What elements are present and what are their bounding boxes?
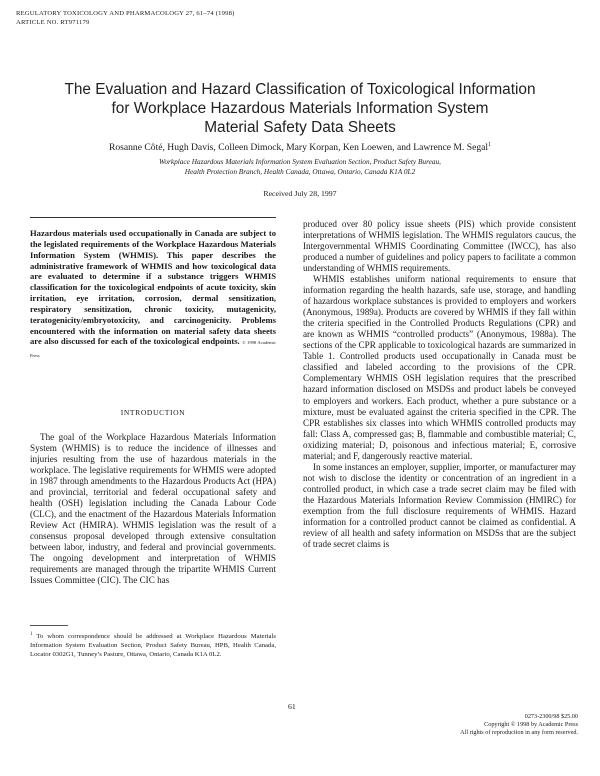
right-paragraph-3: In some instances an employer, supplier, importer, or manufacturer may not wish to disclose the identity or concentration of an ingredient in a controlled product, in which case a trade secret claim may be filed with the Hazardous Materials Information Review Commission (HMIRC) for exemption from the full disclosure requirements of WHMIS. Hazard information for a controlled product cannot be claimed as confidential. A review of all health and safety information on MSDSs that are the subject of trade secret claims is bbox=[303, 461, 576, 549]
introduction-heading: INTRODUCTION bbox=[120, 408, 186, 417]
author-list bbox=[20, 142, 580, 153]
right-paragraph-1: produced over 80 policy issue sheets (PIS) which provide consistent interpretations of WHMIS legislation. The WHMIS regulators caucus, the Intergovernmental WHMIS Coordinating Committee (IWCC), has also produced a number of guidelines and policy papers to facilitate a common understanding of WHMIS requirements. bbox=[303, 219, 576, 274]
received-date: Received July 28, 1997 bbox=[263, 189, 337, 198]
page-number: 61 bbox=[288, 702, 296, 711]
title-line-2: for Workplace Hazardous Materials Information System bbox=[111, 100, 489, 117]
article-number: ARTICLE NO. RT971179 bbox=[16, 19, 90, 26]
title-line-1: The Evaluation and Hazard Classification of Toxicological Information bbox=[64, 81, 536, 98]
abstract-copyright: © 1998 Academic Press bbox=[30, 340, 276, 359]
correspondence-footnote bbox=[30, 630, 276, 660]
affiliation-line-1: Workplace Hazardous Materials Information System Evaluation Section, Product Safety Bureau, bbox=[158, 157, 442, 166]
journal-header: REGULATORY TOXICOLOGY AND PHARMACOLOGY 27, 61–74 (1998) bbox=[16, 10, 235, 17]
copyright-line: Copyright © 1998 by Academic Press bbox=[484, 721, 578, 728]
author-footnote-mark: 1 bbox=[488, 142, 492, 148]
footnote-mark: 1 bbox=[30, 632, 33, 637]
footnote-rule bbox=[30, 625, 68, 626]
title-line-3: Material Safety Data Sheets bbox=[204, 119, 396, 136]
abstract-top-rule bbox=[30, 217, 276, 218]
right-column bbox=[303, 219, 576, 550]
abstract-text: Hazardous materials used occupationally in Canada are subject to the legislated requirements of the Workplace Hazardous Materials Information System (WHMIS). This paper describes the administrative framework of WHMIS and how toxicological data are evaluated to determine if a substance triggers WHMIS classification for the toxicological endpoints of acute toxicity, skin irritation, eye irritation, corrosion, dermal sensitization, respiratory sensitization, chronic toxicity, mutagenicity, teratogenicity/embryotoxicity, and carcinogenicity. Problems encountered with the information on material safety data sheets are also discussed for each of the toxicological endpoints. bbox=[30, 228, 276, 347]
issn-price: 0273-2300/98 $25.00 bbox=[524, 713, 578, 720]
rights-line: All rights of reproduction in any form reserved. bbox=[460, 729, 578, 736]
affiliation-line-2: Health Protection Branch, Health Canada, Ottawa, Ontario, Canada K1A 0L2 bbox=[184, 167, 416, 176]
abstract bbox=[30, 228, 276, 362]
copyright-block bbox=[460, 713, 578, 737]
right-paragraph-2: WHMIS establishes uniform national requirements to ensure that information regarding the health hazards, safe use, storage, and handling of hazardous workplace substances is provided to employers and workers (Anonymous, 1989a). Products are covered by WHMIS if they fall within the criteria specified in the Controlled Products Regulations (CPR) and are known as WHMIS “controlled products” (Anonymous, 1988a). The sections of the CPR applicable to toxicological hazards are summarized in Table 1. Controlled products used occupationally in Canada must be classified and labeled according to the provisions of the CPR. Complementary WHMIS OSH legislation requires that the prescribed hazard information disclosed on MSDSs and product labels be conveyed to employers and workers. Each product, whether a pure substance or a mixture, must be evaluated against the criteria specified in the CPR. The CPR establishes six classes into which WHMIS controlled products may fall: Class A, compressed gas; B, flammable and combustible material; C, oxidizing material; D, poisonous and infectious material; E, corrosive material; and F, dangerously reactive material. bbox=[303, 274, 576, 461]
introduction-paragraph: The goal of the Workplace Hazardous Materials Information System (WHMIS) is to reduce the incidence of illnesses and injuries resulting from the use of hazardous materials in the workplace. The legislative requirements for WHMIS were adopted in 1987 through amendments to the Hazardous Products Act (HPA) and provincial, territorial and federal occupational safety and health (OSH) legislation including the Canada Labour Code (CLC), and the enactment of the Hazardous Materials Information Review Act (HMIRA). WHMIS legislation was the result of a consensus proposal developed through extensive consultation between labor, industry, and federal and provincial governments. The ongoing development and interpretation of WHMIS requirements are managed through the tripartite WHMIS Current Issues Committee (CIC). The CIC has bbox=[30, 432, 276, 586]
footnote-text: To whom correspondence should be addressed at Workplace Hazardous Materials Information System Evaluation Section, Product Safety Bureau, HPB, Health Canada, Locator 0302G1, Tunney’s Pasture, Ottawa, Ontario, Canada K1A 0L2. bbox=[30, 633, 276, 659]
article-title bbox=[20, 80, 580, 137]
author-names: Rosanne Côté, Hugh Davis, Colleen Dimock, Mary Korpan, Ken Loewen, and Lawrence M. Segal bbox=[108, 142, 489, 154]
introduction-body bbox=[30, 432, 276, 586]
